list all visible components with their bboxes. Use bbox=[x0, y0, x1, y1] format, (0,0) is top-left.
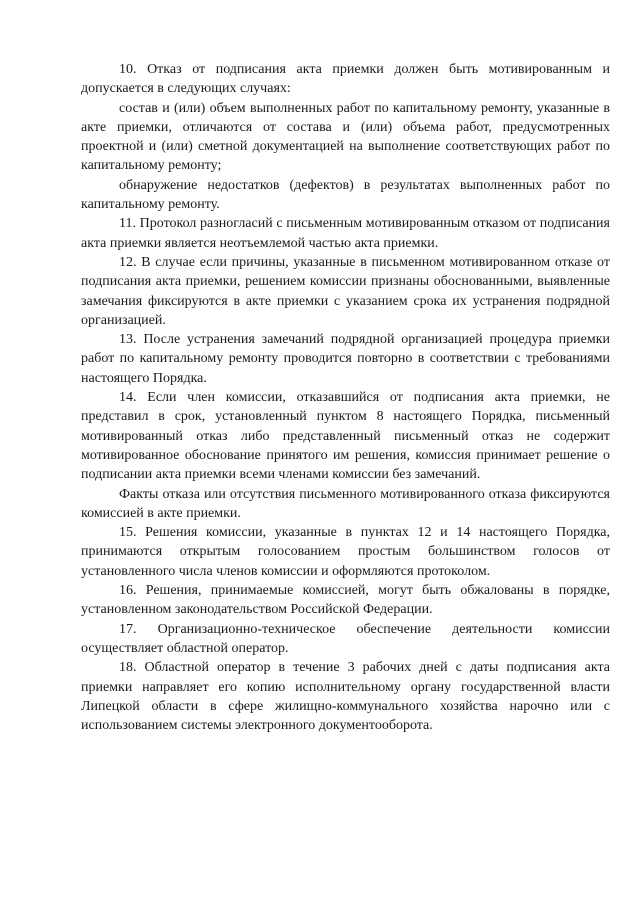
paragraph-10-case-1: состав и (или) объем выполненных работ по капитальному ремонту, указанные в акте приемки, отличаются от состава и (или) объема работ, предусмотренных проектной и (или) сметной документацией на выполнение соответствующих работ по капитальному ремонту; bbox=[81, 100, 610, 174]
paragraph-17: 17. Организационно-техническое обеспечение деятельности комиссии осуществляет областной оператор. bbox=[81, 621, 610, 656]
document-body bbox=[81, 60, 610, 735]
paragraph-16: 16. Решения, принимаемые комиссией, могут быть обжалованы в порядке, установленном законодательством Российской Федерации. bbox=[81, 583, 610, 618]
paragraph-10: 10. Отказ от подписания акта приемки должен быть мотивированным и допускается в следующих случаях: bbox=[81, 62, 610, 97]
paragraph-13: 13. После устранения замечаний подрядной организацией процедура приемки работ по капитальному ремонту проводится повторно в соответствии с требованиями настоящего Порядка. bbox=[81, 332, 610, 386]
paragraph-15: 15. Решения комиссии, указанные в пунктах 12 и 14 настоящего Порядка, принимаются открытым голосованием простым большинством голосов от установленного числа членов комиссии и оформляются протоколом. bbox=[81, 525, 610, 579]
paragraph-10-case-2: обнаружение недостатков (дефектов) в результатах выполненных работ по капитальному ремонту. bbox=[81, 177, 610, 213]
paragraph-18: 18. Областной оператор в течение 3 рабочих дней с даты подписания акта приемки направляет его копию исполнительному органу государственной власти Липецкой области в сфере жилищно-коммунального хозяйства нарочно или с использованием системы электронного документооборота. bbox=[81, 660, 610, 734]
paragraph-11: 11. Протокол разногласий с письменным мотивированным отказом от подписания акта приемки является неотъемлемой частью акта приемки. bbox=[81, 216, 610, 251]
paragraph-14-facts: Факты отказа или отсутствия письменного мотивированного отказа фиксируются комиссией в акте приемки. bbox=[81, 486, 610, 521]
paragraph-14: 14. Если член комиссии, отказавшийся от подписания акта приемки, не представил в срок, установленный пунктом 8 настоящего Порядка, письменный мотивированный отказ либо представленный письменный отказ не содержит мотивированное обоснование принятого им решения, комиссия принимает решение о подписании акта приемки всеми членами комиссии без замечаний. bbox=[81, 390, 610, 483]
paragraph-12: 12. В случае если причины, указанные в письменном мотивированном отказе от подписания акта приемки, решением комиссии признаны обоснованными, выявленные замечания фиксируются в акте приемки с указанием срока их устранения подрядной организацией. bbox=[81, 254, 610, 328]
